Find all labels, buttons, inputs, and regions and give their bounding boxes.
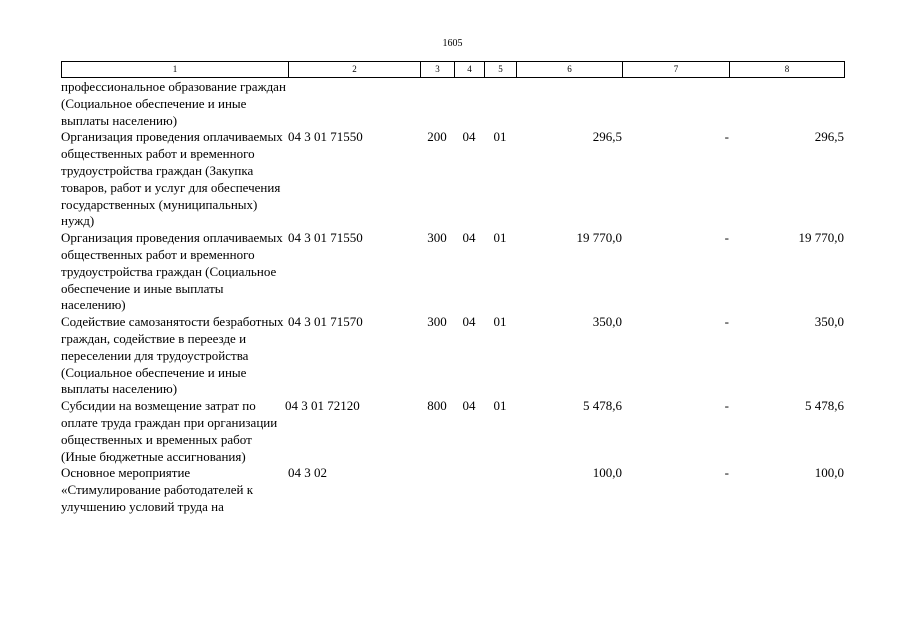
table-row — [61, 129, 844, 230]
row-c5: 01 — [493, 129, 507, 145]
row-c3: 300 — [427, 314, 447, 330]
row-code — [285, 398, 420, 465]
row-c4: 04 — [462, 129, 476, 145]
row-c7: - — [724, 230, 729, 246]
header-col-2: 2 — [289, 62, 421, 78]
header-col-4: 4 — [455, 62, 485, 78]
row-c8: 296,5 — [814, 129, 844, 145]
row-code: 04 3 01 71550 — [288, 129, 363, 145]
budget-table — [61, 79, 844, 516]
row-name: Содействие самозанятости безработных граждан, содействие в переезде и переселении для трудоустройства (Социальное обеспечение и иные выплаты населению) — [61, 314, 284, 397]
row-c5: 01 — [493, 398, 507, 414]
row-c3: 800 — [427, 398, 447, 414]
row-c7: - — [724, 314, 729, 330]
header-col-8: 8 — [730, 62, 845, 78]
row-name: профессиональное образование граждан (Социальное обеспечение и иные выплаты населению) — [61, 79, 286, 128]
table-row — [61, 398, 844, 465]
row-c8: 100,0 — [814, 465, 844, 481]
row-code-text: 04 3 01 72120 — [285, 398, 360, 414]
header-col-7: 7 — [623, 62, 730, 78]
row-c8: 350,0 — [814, 314, 844, 330]
row-c7: - — [724, 129, 729, 145]
row-c6: 5 478,6 — [583, 398, 622, 414]
row-c7 — [622, 79, 729, 129]
page-number: 1605 — [442, 38, 463, 49]
row-code: 04 3 02 — [288, 465, 327, 481]
row-c3 — [420, 79, 454, 129]
table-row — [61, 230, 844, 314]
row-c4: 04 — [462, 230, 476, 246]
row-c6 — [516, 79, 622, 129]
row-code: 04 3 01 71550 — [288, 230, 363, 246]
table-row — [61, 79, 844, 129]
table-row — [61, 465, 844, 515]
row-c3: 200 — [427, 129, 447, 145]
row-c4 — [454, 465, 484, 515]
row-c4: 04 — [462, 314, 476, 330]
row-c7: - — [724, 465, 729, 481]
row-name: Организация проведения оплачиваемых общественных работ и временного трудоустройства граждан (Закупка товаров, работ и услуг для обеспечения государственных (муниципальных) нужд) — [61, 129, 283, 229]
row-c5 — [484, 465, 516, 515]
row-name: Основное мероприятие «Стимулирование работодателей к улучшению условий труда на — [61, 465, 254, 514]
row-c4 — [454, 79, 484, 129]
row-c8: 19 770,0 — [798, 230, 844, 246]
header-col-6: 6 — [517, 62, 623, 78]
header-col-3: 3 — [421, 62, 455, 78]
row-c8 — [729, 79, 844, 129]
table-header — [61, 61, 845, 78]
row-name: Организация проведения оплачиваемых общественных работ и временного трудоустройства граждан (Социальное обеспечение и иные выплаты населению) — [61, 230, 283, 313]
row-c5: 01 — [493, 230, 507, 246]
row-code — [288, 79, 420, 129]
row-c6: 100,0 — [592, 465, 622, 481]
row-c6: 19 770,0 — [576, 230, 622, 246]
row-c5 — [484, 79, 516, 129]
header-col-1: 1 — [62, 62, 289, 78]
row-c8: 5 478,6 — [805, 398, 844, 414]
header-col-5: 5 — [485, 62, 517, 78]
row-c6: 350,0 — [592, 314, 622, 330]
row-c7: - — [724, 398, 729, 414]
row-c4: 04 — [462, 398, 476, 414]
row-c3 — [420, 465, 454, 515]
row-c3: 300 — [427, 230, 447, 246]
row-name: Субсидии на возмещение затрат по оплате труда граждан при организации общественных и временных работ (Иные бюджетные ассигнования) — [61, 398, 278, 464]
row-code: 04 3 01 71570 — [288, 314, 363, 330]
row-c5: 01 — [493, 314, 507, 330]
row-c6: 296,5 — [592, 129, 622, 145]
table-row — [61, 314, 844, 398]
